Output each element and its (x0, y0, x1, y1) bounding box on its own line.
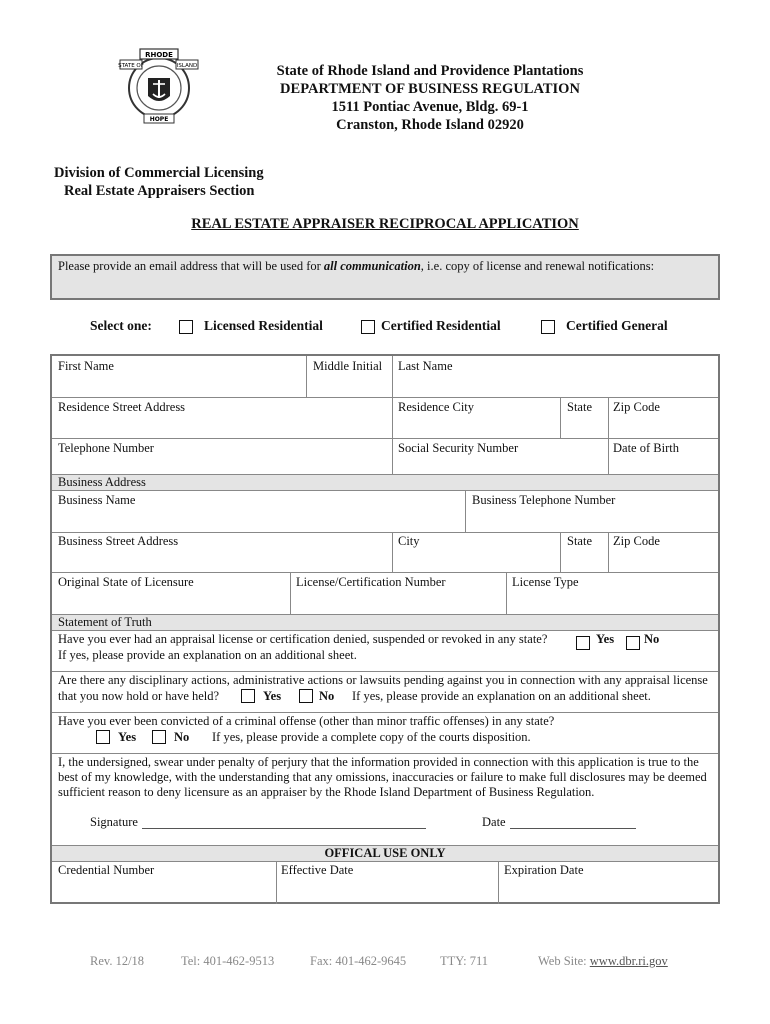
question-2-line-2: that you now hold or have held? (58, 689, 220, 703)
licensed-residential-label: Licensed Residential (204, 318, 323, 333)
attestation-line-3: sufficient reason to deny licensure as an appraiser by the Rhode Island Department of Business Regulation. (58, 785, 595, 799)
application-form (50, 354, 720, 904)
email-prompt-prefix: Please provide an email address that will be used for (58, 259, 324, 273)
header-line-1: State of Rhode Island and Providence Plantations (276, 63, 584, 79)
q2-no-checkbox[interactable] (299, 689, 313, 703)
expiration-date-label: Expiration Date (504, 863, 584, 877)
state-label: State (567, 400, 592, 414)
question-3-instruction: If yes, please provide a complete copy of the courts disposition. (212, 730, 531, 744)
question-3-line-1: Have you ever been convicted of a criminal offense (other than minor traffic offenses) in any state? (58, 714, 555, 728)
question-2-instruction: If yes, please provide an explanation on an additional sheet. (352, 689, 651, 703)
statement-of-truth-heading: Statement of Truth (58, 615, 152, 629)
email-prompt-suffix: , i.e. copy of license and renewal notifications: (420, 259, 655, 273)
certified-residential-checkbox[interactable] (361, 320, 375, 334)
header-line-2: DEPARTMENT OF BUSINESS REGULATION (280, 81, 580, 97)
q3-no-checkbox[interactable] (152, 730, 166, 744)
fax-text: Fax: 401-462-9645 (310, 954, 407, 968)
credential-number-label: Credential Number (58, 863, 155, 877)
middle-initial-label: Middle Initial (313, 359, 383, 373)
header-line-4: Cranston, Rhode Island 02920 (336, 117, 524, 133)
division-line-2: Real Estate Appraisers Section (64, 183, 255, 199)
state-seal (118, 46, 200, 126)
business-state-label: State (567, 534, 592, 548)
seal-state-text: STATE OF (118, 63, 144, 69)
business-zip-label: Zip Code (613, 534, 660, 548)
telephone-label: Telephone Number (58, 441, 154, 455)
seal-top-text: RHODE (145, 51, 173, 59)
city-label: City (398, 534, 420, 548)
certified-general-label: Certified General (566, 318, 668, 333)
q2-yes-checkbox[interactable] (241, 689, 255, 703)
first-name-label: First Name (58, 359, 114, 373)
q1-no-checkbox[interactable] (626, 636, 640, 650)
business-street-label: Business Street Address (58, 534, 179, 548)
email-prompt-emphasis: all communication (323, 259, 421, 273)
certified-residential-label: Certified Residential (381, 318, 501, 333)
license-type-label: License Type (512, 575, 579, 589)
form-title: REAL ESTATE APPRAISER RECIPROCAL APPLICATION (191, 216, 579, 232)
certified-general-checkbox[interactable] (541, 320, 555, 334)
revision-text: Rev. 12/18 (90, 954, 145, 968)
effective-date-label: Effective Date (281, 863, 354, 877)
q3-no-label: No (174, 730, 190, 744)
ssn-label: Social Security Number (398, 441, 519, 455)
residence-street-label: Residence Street Address (58, 400, 186, 414)
zip-code-label: Zip Code (613, 400, 660, 414)
signature-date-field[interactable] (510, 828, 636, 829)
select-one-label: Select one: (90, 318, 152, 333)
telephone-text: Tel: 401-462-9513 (181, 954, 275, 968)
q1-no-label: No (644, 632, 660, 646)
tty-text: TTY: 711 (440, 954, 489, 968)
official-use-heading: OFFICAL USE ONLY (324, 846, 446, 860)
attestation-line-1: I, the undersigned, swear under penalty of perjury that the information provided in connection with this application is true to the (58, 755, 699, 769)
q1-yes-label: Yes (596, 632, 615, 646)
q2-no-label: No (319, 689, 335, 703)
email-field[interactable] (50, 254, 720, 300)
signature-label: Signature (90, 815, 138, 829)
business-name-label: Business Name (58, 493, 136, 507)
seal-middle-text: ISLAND (176, 63, 198, 69)
question-1-line-2: If yes, please provide an explanation on an additional sheet. (58, 648, 357, 662)
q3-yes-checkbox[interactable] (96, 730, 110, 744)
q2-yes-label: Yes (263, 689, 282, 703)
last-name-label: Last Name (398, 359, 453, 373)
licensed-residential-checkbox[interactable] (179, 320, 193, 334)
q1-yes-checkbox[interactable] (576, 636, 590, 650)
website-link[interactable]: www.dbr.ri.gov (589, 954, 668, 968)
original-state-label: Original State of Licensure (58, 575, 194, 589)
business-address-band (52, 474, 718, 490)
attestation-line-2: best of my knowledge, with the understanding that any omissions, inaccuracies or failure to make full disclosures may be deemed (58, 770, 707, 784)
question-1-line-1: Have you ever had an appraisal license or certification denied, suspended or revoked in any state? (58, 632, 548, 646)
division-line-1: Division of Commercial Licensing (54, 165, 264, 181)
license-number-label: License/Certification Number (296, 575, 446, 589)
business-address-heading: Business Address (58, 475, 146, 489)
residence-city-label: Residence City (398, 400, 475, 414)
question-2-line-1: Are there any disciplinary actions, administrative actions or lawsuits pending against you in connection with any appraisal license (58, 673, 708, 687)
website-label (538, 954, 668, 969)
website-prefix: Web Site: (538, 954, 590, 968)
date-of-birth-label: Date of Birth (613, 441, 679, 455)
signature-field[interactable] (142, 828, 426, 829)
business-phone-label: Business Telephone Number (472, 493, 616, 507)
date-label: Date (482, 815, 506, 829)
header-line-3: 1511 Pontiac Avenue, Bldg. 69-1 (331, 99, 529, 115)
q3-yes-label: Yes (118, 730, 137, 744)
seal-bottom-text: HOPE (149, 116, 169, 123)
